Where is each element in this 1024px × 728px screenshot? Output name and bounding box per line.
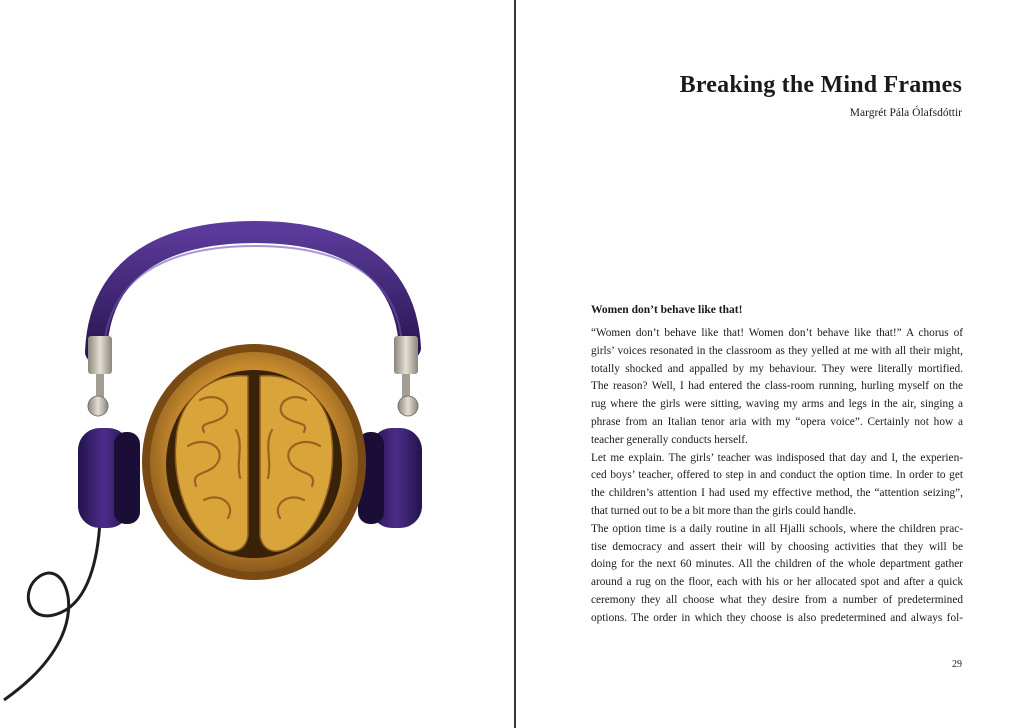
article-author: Margrét Pála Ólafsdóttir xyxy=(849,107,962,119)
body-line: that turned out to be a bit more than the girls could handle. xyxy=(591,504,857,517)
body-line: totally shocked and appalled by my behaviour. They were literally mortified. xyxy=(591,362,963,375)
article-title: Breaking the Mind Frames xyxy=(679,72,962,98)
walnut xyxy=(142,344,366,580)
body-line: doing for the next 60 minutes. All the children of the whole department gather xyxy=(591,558,963,571)
right-slider xyxy=(394,336,418,374)
left-ear-cup xyxy=(78,428,140,528)
body-line: around a rug on the floor, each with his or her allocated spot and after a quick xyxy=(591,576,963,589)
body-line: rug where the girls were sitting, waving my arms and legs in the air, singing a xyxy=(591,398,963,411)
body-line: Let me explain. The girls’ teacher was indisposed that day and I, the experien- xyxy=(591,451,963,464)
body-line: ceremony they all choose what they desire from a number of predetermined xyxy=(591,593,963,606)
body-line: the children’s attention I had used my effective method, the “attention seizing”, xyxy=(591,487,963,500)
page-number: 29 xyxy=(952,659,962,670)
body-line: The option time is a daily routine in all Hjalli schools, where the children prac- xyxy=(591,522,963,535)
body-line: ced boys’ teacher, offered to step in and conduct the option time. In order to get xyxy=(591,469,963,482)
cable xyxy=(4,520,100,700)
body-line: options. The order in which they choose is also predetermined and always fol- xyxy=(591,611,963,624)
right-ear-cup xyxy=(358,428,422,528)
body-line: “Women don’t behave like that! Women don’t behave like that!” A chorus of xyxy=(591,327,963,339)
body-line: phrase from an Italian tenor aria with my “opera voice”. Certainly not how a xyxy=(591,415,963,428)
article-body xyxy=(591,325,963,628)
left-slider xyxy=(88,336,112,374)
body-line: tise democracy and assert their will by choosing activities that they will be xyxy=(591,540,963,553)
headband xyxy=(96,232,410,352)
body-line: teacher generally conducts herself. xyxy=(591,433,748,446)
section-heading: Women don’t behave like that! xyxy=(591,304,743,316)
body-line: girls’ voices resonated in the classroom as they yelled at me with all their might, xyxy=(591,344,963,357)
body-line: The reason? Well, I had entered the class-room running, hurling myself on the xyxy=(591,380,963,393)
right-page xyxy=(516,0,1024,728)
